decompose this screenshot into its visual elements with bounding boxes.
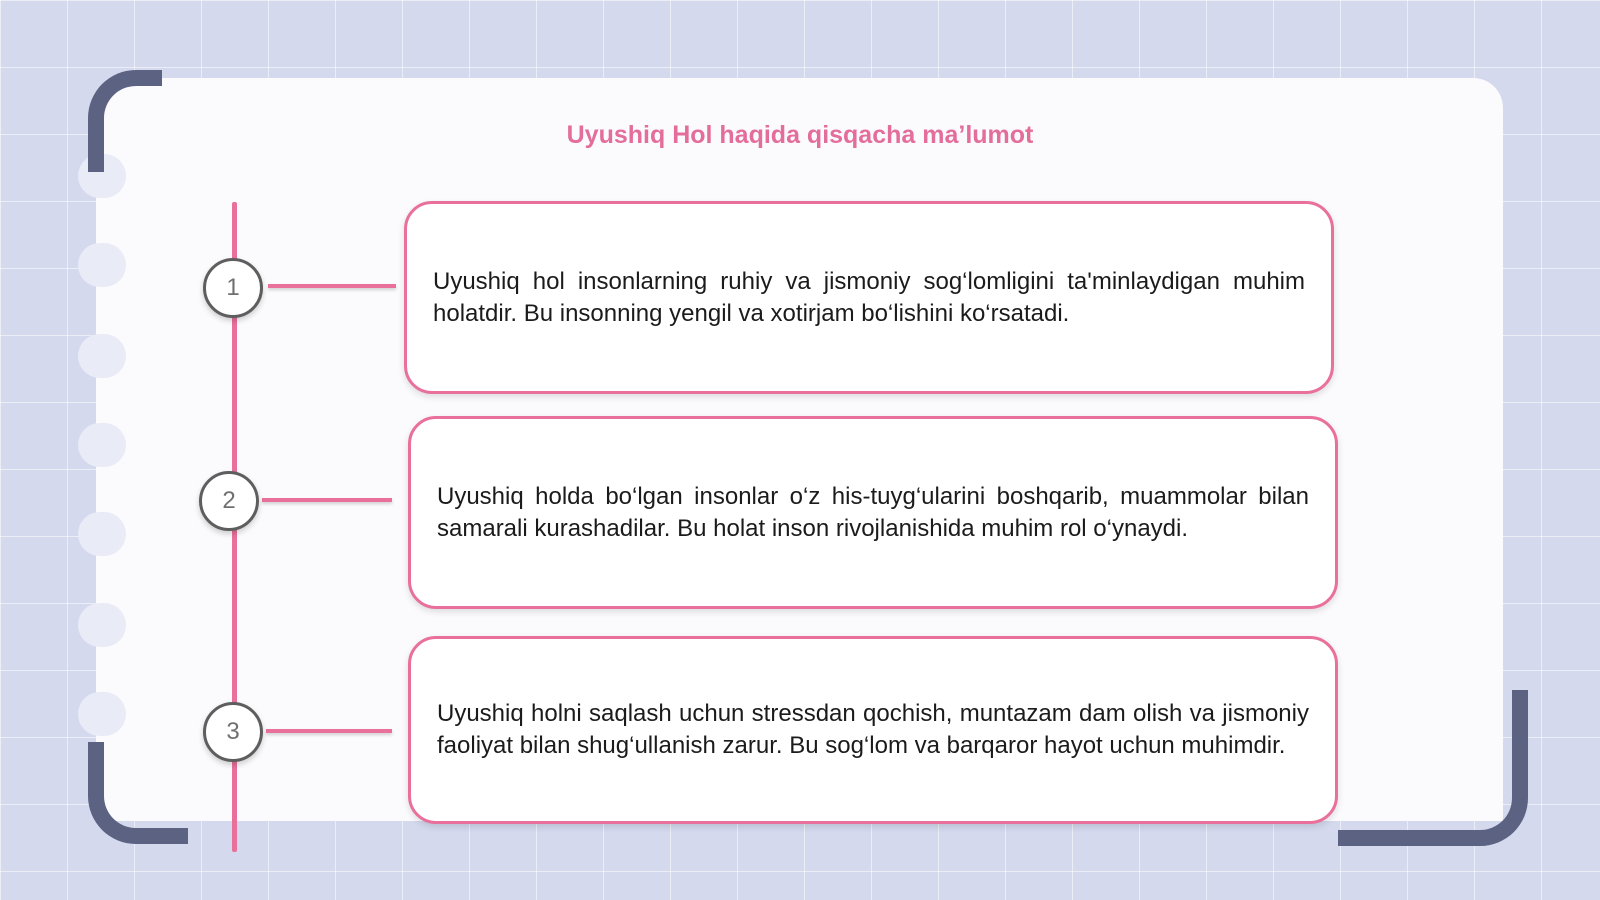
info-box-3	[408, 636, 1338, 824]
binder-tab	[78, 334, 126, 378]
frame-corner-top-left	[88, 70, 162, 172]
binder-tab	[78, 423, 126, 467]
frame-corner-bottom-right	[1338, 690, 1528, 846]
binder-tab	[78, 603, 126, 647]
info-box-2	[408, 416, 1338, 609]
binder-tab	[78, 512, 126, 556]
info-text: Uyushiq holni saqlash uchun stressdan qochish, muntazam dam olish va jismoniy faoliyat bilan shug‘ullanish zarur. Bu sog‘lom va barqaror hayot uchun muhimdir.	[437, 700, 1309, 759]
frame-corner-bottom-left	[88, 742, 188, 844]
info-box-1	[404, 201, 1334, 394]
timeline-connector	[266, 729, 392, 733]
slide-title: Uyushiq Hol haqida qisqacha ma’lumot	[566, 121, 1034, 149]
step-marker-1: 1	[203, 258, 263, 318]
info-text: Uyushiq hol insonlarning ruhiy va jismoniy sog‘lomligini ta'minlaydigan muhim holatdir. Bu insonning yengil va xotirjam bo‘lishini ko‘rsatadi.	[433, 267, 1305, 327]
step-marker-3: 3	[203, 702, 263, 762]
binder-tab	[78, 243, 126, 287]
info-text: Uyushiq holda bo‘lgan insonlar o‘z his-tuyg‘ularini boshqarib, muammolar bilan samarali kurashadilar. Bu holat inson rivojlanishida muhim rol o‘ynaydi.	[437, 482, 1309, 542]
timeline-connector	[262, 498, 392, 502]
step-marker-2: 2	[199, 471, 259, 531]
binder-tab	[78, 692, 126, 736]
timeline-connector	[268, 284, 396, 288]
